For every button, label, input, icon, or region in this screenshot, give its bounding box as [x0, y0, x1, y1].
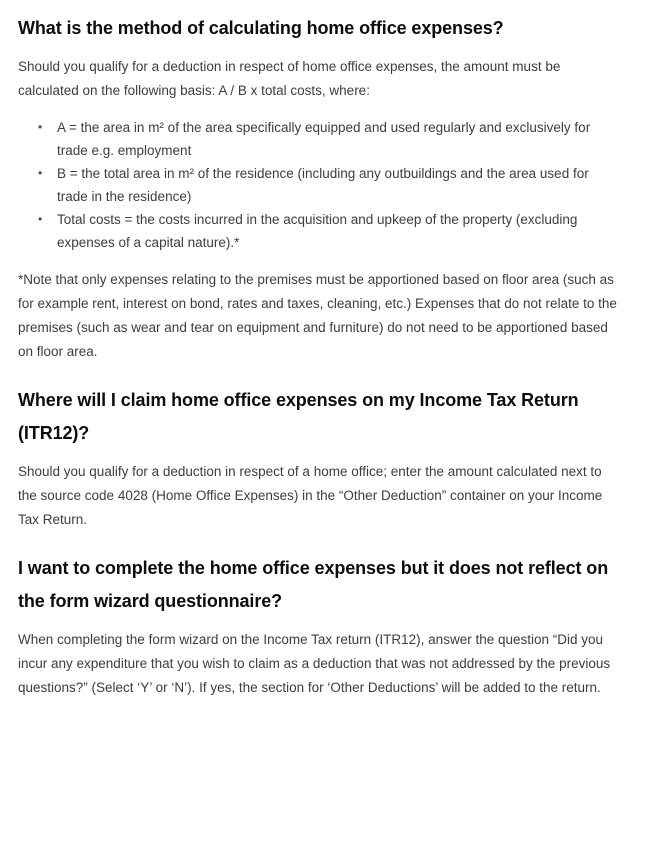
paragraph-apportionment-note: *Note that only expenses relating to the premises must be apportioned based on floor area (such as for example rent, interest on bond, rates and taxes, cleaning, etc.) Expenses that do not relate to the premises (such as wear and tear on equipment and furniture) do not need to be apportioned based on floor area.: [18, 272, 617, 359]
heading-method-of-calculating: What is the method of calculating home office expenses?: [18, 18, 504, 38]
heading-form-wizard-issue: I want to complete the home office expenses but it does not reflect on the form wizard questionnaire?: [18, 558, 609, 611]
list-item-a-definition: • A = the area in m² of the area specifically equipped and used regularly and exclusively for trade e.g. employment: [57, 116, 622, 162]
bullet-list-calculation-terms: [18, 116, 622, 254]
list-item-b-definition: • B = the total area in m² of the residence (including any outbuildings and the area used for trade in the residence): [57, 162, 622, 208]
paragraph-form-wizard-answer: When completing the form wizard on the Income Tax return (ITR12), answer the question “Did you incur any expenditure that you wish to claim as a deduction that was not addressed by the previous questions?” (Select ‘Y’ or ‘N’). If yes, the section for ‘Other Deductions’ will be added to the return.: [18, 632, 611, 695]
heading-where-to-claim: Where will I claim home office expenses on my Income Tax Return (ITR12)?: [18, 390, 579, 443]
list-item-total-costs-definition: • Total costs = the costs incurred in the acquisition and upkeep of the property (excluding expenses of a capital nature).*: [57, 208, 622, 254]
paragraph-where-to-claim: Should you qualify for a deduction in respect of a home office; enter the amount calculated next to the source code 4028 (Home Office Expenses) in the “Other Deduction” container on your Income Tax Return.: [18, 464, 603, 527]
paragraph-method-intro: Should you qualify for a deduction in respect of home office expenses, the amount must be calculated on the following basis: A / B x total costs, where:: [18, 59, 561, 98]
